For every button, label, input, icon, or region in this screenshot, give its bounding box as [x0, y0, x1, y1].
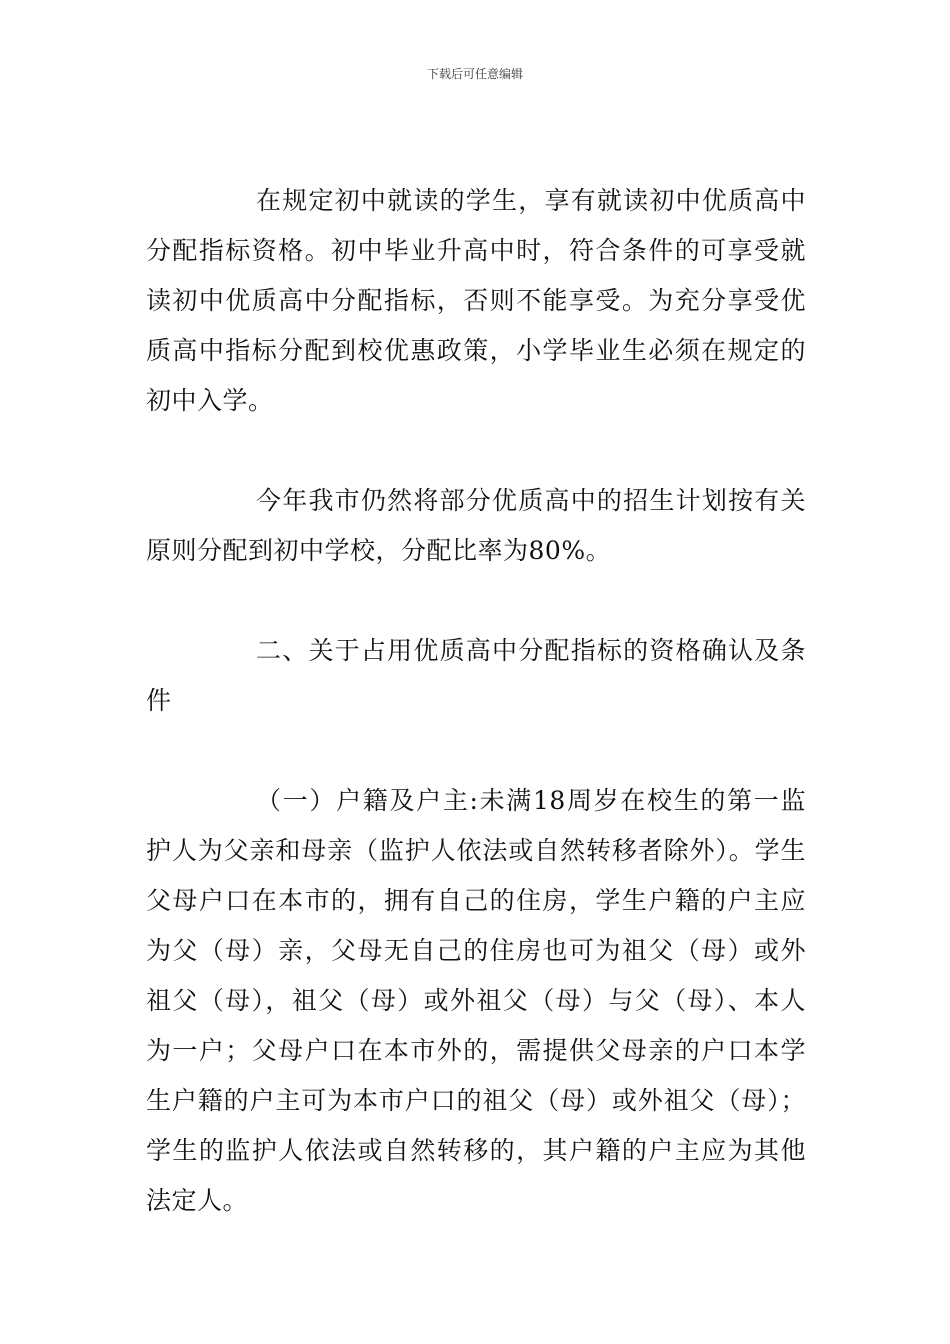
- paragraph-allocation-eligibility: 在规定初中就读的学生，享有就读初中优质高中分配指标资格。初中毕业升高中时，符合条件的可享受就读初中优质高中分配指标，否则不能享受。为充分享受优质高中指标分配到校优惠政策，小学毕业生必须在规定的初中入学。: [146, 186, 806, 415]
- page-header: 下载后可任意编辑: [426, 67, 523, 81]
- paragraph-spacer: [146, 426, 806, 476]
- paragraph-allocation-ratio: 今年我市仍然将部分优质高中的招生计划按有关原则分配到初中学校，分配比率为80%。: [146, 486, 806, 565]
- paragraph-household-registration: （一）户籍及户主:未满18周岁在校生的第一监护人为父亲和母亲（监护人依法或自然转移者除外）。学生父母户口在本市的，拥有自己的住房，学生户籍的户主应为父（母）亲，父母无自己的住房也可为祖父（母）或外祖父（母），祖父（母）或外祖父（母）与父（母）、本人为一户；父母户口在本市外的，需提供父母亲的户口本学生户籍的户主可为本市户口的祖父（母）或外祖父（母）；学生的监护人依法或自然转移的，其户籍的户主应为其他法定人。: [146, 786, 806, 1215]
- document-body: [146, 176, 806, 1226]
- paragraph-spacer: [146, 726, 806, 776]
- paragraph-spacer: [146, 576, 806, 626]
- section-heading-qualification: 二、关于占用优质高中分配指标的资格确认及条件: [146, 636, 806, 715]
